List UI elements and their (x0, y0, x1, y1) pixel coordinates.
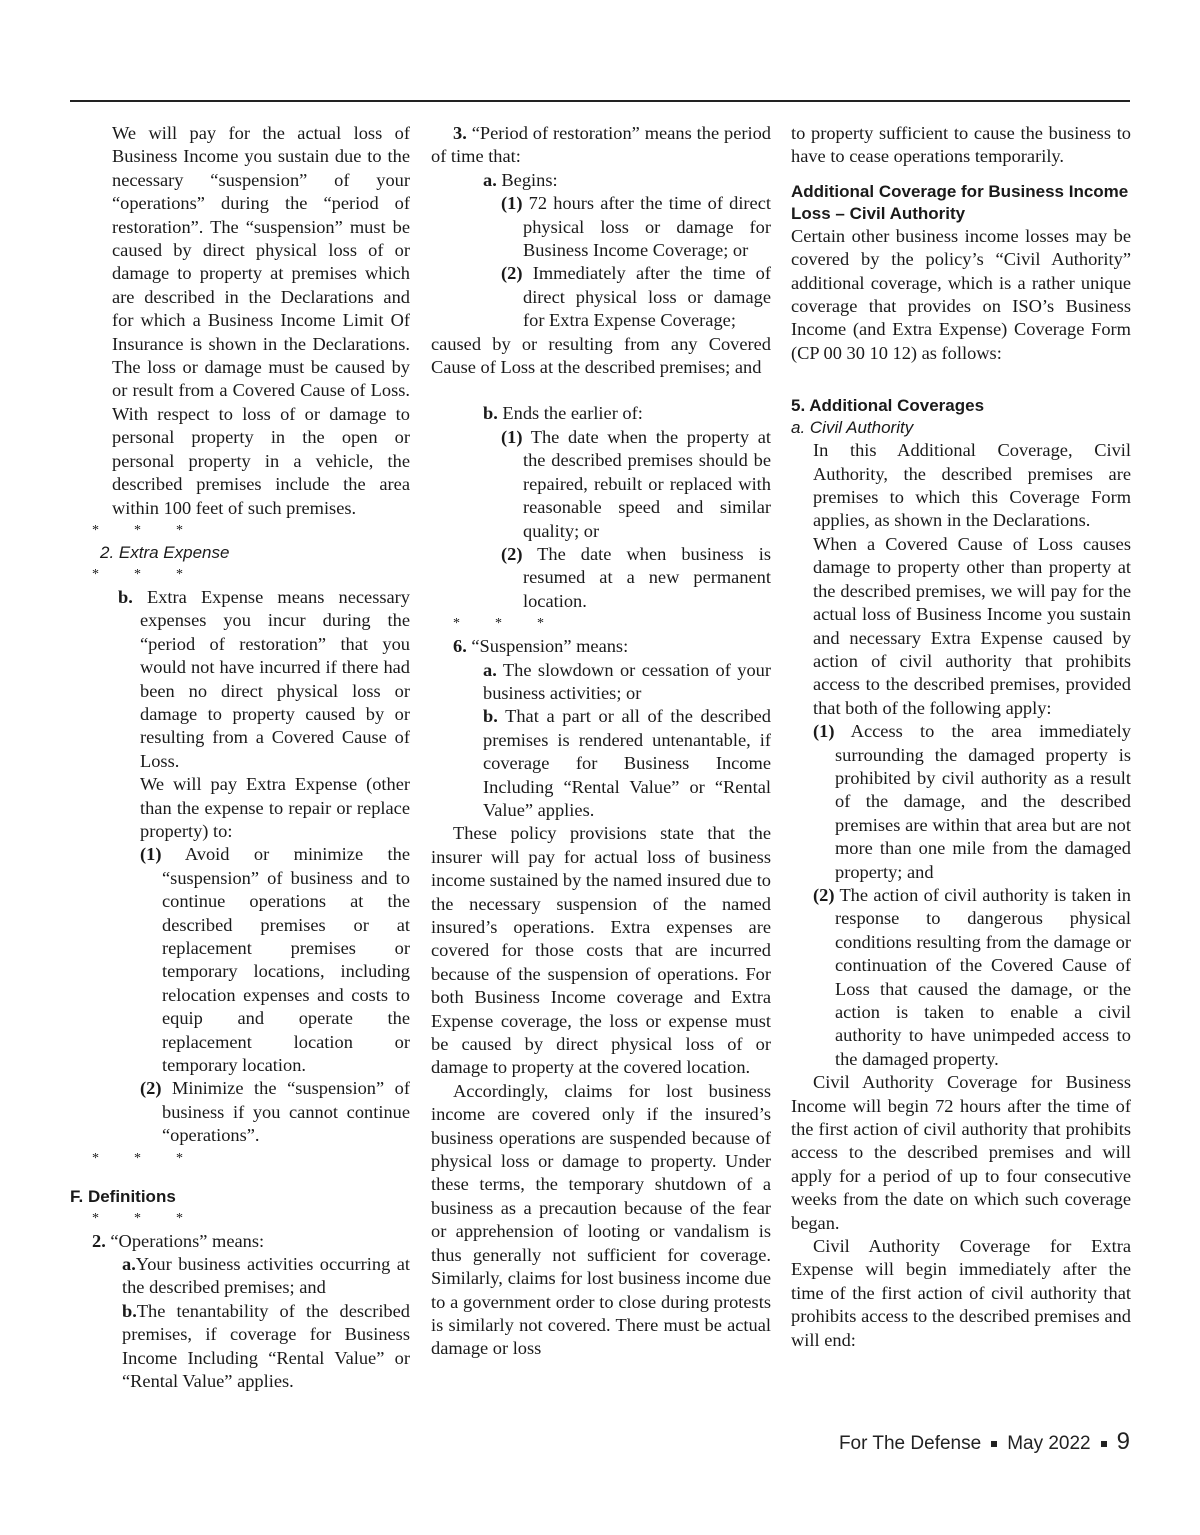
issue-date: May 2022 (1007, 1433, 1091, 1454)
definition-2b: b.The tenantability of the described premises, if coverage for Business Income Including “Rental Value” or “Rental Value” applies. (122, 1300, 410, 1392)
section-break-stars: * * * (92, 1210, 183, 1226)
paragraph-certain-other: Certain other business income losses may be covered by the policy’s “Civil Authority” additional coverage, which is a rather unique coverage that provides on ISO’s Business Income (and Extra Expense) Coverage Form (CP 00 30 10 12) as follows: (791, 225, 1131, 363)
definition-3b-2: (2) The date when business is resumed at a new permanent location. (501, 543, 771, 611)
definition-2a: a.Your business activities occurring at the described premises; and (122, 1254, 410, 1298)
section-break-stars: * * * (92, 566, 183, 582)
list-item-1: (1) Avoid or minimize the “suspension” of business and to continue operations at the described premises or at replacement premises or temporary locations, including relocation expenses and costs to equip and operate the replacement location or temporary location. (140, 844, 410, 1076)
definition-b-extra-expense: b. Extra Expense means necessary expenses you incur during the “period of restoration” that you would not have incurred if there had been no direct physical loss or damage to property caused by or resulting from a Covered Cause of Loss. (118, 586, 410, 771)
definition-3b-ends: b. Ends the earlier of: (483, 403, 643, 424)
heading-extra-expense: 2. Extra Expense (100, 542, 230, 562)
paragraph-when-covered-cause: When a Covered Cause of Loss causes damage to property other than property at the described premises, we will pay for the actual loss of Business Income you sustain and necessary Extra Expense caused by action of civil authority that prohibits access to the described premises, provided that both of the following apply: (813, 533, 1131, 718)
paragraph-in-this-coverage: In this Additional Coverage, Civil Authority, the described premises are premises to which this Coverage Form applies, as shown in the Declarations. (813, 440, 1131, 531)
definition-3-period-of-restoration: 3. “Period of restoration” means the period of time that: (431, 123, 771, 167)
definition-2-operations: 2. “Operations” means: (92, 1230, 265, 1251)
paragraph-extra-expense-coverage: Civil Authority Coverage for Extra Expense will begin immediately after the time of the first action of civil authority that prohibits access to the described premises and will end: (791, 1236, 1131, 1350)
paragraph-business-income-coverage: Civil Authority Coverage for Business Income will begin 72 hours after the time of the first action of civil authority that prohibits access to the described premises and will apply for a period of up to four consecutive weeks from the date on which such coverage began. (791, 1072, 1131, 1233)
heading-civil-authority-coverage: Additional Coverage for Business Income Loss – Civil Authority (791, 181, 1129, 223)
civil-authority-item-1: (1) Access to the area immediately surrounding the damaged property is prohibited by civil authority as a result of the damage, and the described premises are within that area but are not more than one mile from the damaged property; and (813, 721, 1131, 882)
column-2 (431, 122, 771, 1361)
definition-3a-2: (2) Immediately after the time of direct physical loss or damage for Extra Expense Coverage; (501, 263, 771, 331)
paragraph-policy-provisions: These policy provisions state that the insurer will pay for actual loss of business income sustained by the named insured due to the necessary suspension of the named insured’s operations. Extra expenses are covered for those costs that are incurred because of the suspension of operations. For both Business Income coverage and Extra Expense coverage, the loss or expense must be caused by direct physical loss of or damage to property at the covered location. (431, 823, 771, 1078)
publication-name: For The Defense (838, 1433, 982, 1454)
definition-6a: a. The slowdown or cessation of your business activities; or (483, 659, 771, 703)
paragraph-caused-by: caused by or resulting from any Covered Cause of Loss at the described premises; and (431, 333, 771, 378)
paragraph-continuation: to property sufficient to cause the business to have to cease operations temporarily. (791, 123, 1131, 167)
list-item-2: (2) Minimize the “suspension” of business if you cannot continue “operations”. (140, 1078, 410, 1146)
paragraph-accordingly: Accordingly, claims for lost business income are covered only if the insured’s business operations are suspended because of physical loss or damage to property. Under these terms, the temporary shutdown of a business as a precaution because of the fear or apprehension of looting or vandalism is thus generally not sufficient for coverage. Similarly, claims for lost business income due to a government order to close during protests is similarly not covered. There must be actual damage or loss (431, 1080, 771, 1359)
top-rule (70, 100, 1130, 102)
paragraph-we-will-pay: We will pay Extra Expense (other than the expense to repair or replace property) to: (140, 774, 410, 841)
definition-3b-1: (1) The date when the property at the described premises should be repaired, rebuilt or replaced with reasonable speed and similar quality; or (501, 426, 771, 541)
civil-authority-item-2: (2) The action of civil authority is taken in response to dangerous physical conditions resulting from the damage or continuation of the Covered Cause of Loss that caused the damage, or the action is taken to enable a civil authority to have unimpeded access to the damaged property. (813, 884, 1131, 1069)
section-break-stars: * * * (92, 1150, 183, 1166)
definition-6-suspension: 6. “Suspension” means: (453, 636, 629, 657)
page-number: 9 (1116, 1428, 1130, 1455)
heading-civil-authority: a. Civil Authority (791, 418, 914, 438)
column-1 (70, 122, 410, 1394)
section-break-stars: * * * (92, 522, 183, 538)
definition-6b: b. That a part or all of the described premises is rendered untenantable, if coverage for Business Income Including “Rental Value” or “Rental Value” applies. (483, 706, 771, 820)
heading-definitions: F. Definitions (70, 1186, 176, 1206)
heading-additional-coverages: 5. Additional Coverages (791, 396, 985, 416)
section-break-stars: * * * (453, 616, 544, 632)
page-footer (839, 1428, 1130, 1456)
bullet-separator (991, 1441, 997, 1447)
paragraph-business-income: We will pay for the actual loss of Business Income you sustain due to the necessary “suspension” of your “operations” during the “period of restoration”. The “suspension” must be caused by direct physical loss of or damage to property at premises which are described in the Declarations and for which a Business Income Limit Of Insurance is shown in the Declarations. The loss or damage must be caused by or result from a Covered Cause of Loss. With respect to loss of or damage to personal property in the open or personal property in a vehicle, the described premises include the area within 100 feet of such premises. (112, 123, 410, 518)
column-3 (791, 122, 1131, 1352)
bullet-separator (1101, 1441, 1107, 1447)
definition-3a-1: (1) 72 hours after the time of direct physical loss or damage for Business Income Coverage; or (501, 193, 771, 261)
definition-3a-begins: a. Begins: (483, 169, 558, 190)
